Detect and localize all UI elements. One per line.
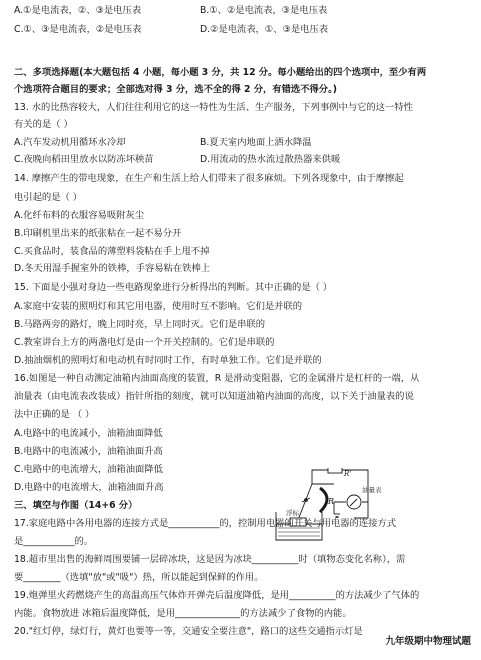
q14-option-d: D.冬天用湿手握室外的铁棒，手容易粘在铁棒上 xyxy=(14,263,211,274)
q16-option-c: C.电路中的电流增大，油箱油面降低 xyxy=(14,464,163,475)
q15-option-d: D.抽油烟机的照明灯和电动机有时同时工作，有时单独工作。它们是并联的 xyxy=(14,355,322,366)
figure-label-float: 浮标 xyxy=(286,509,299,517)
q16-stem-line2: 油量表（由电流表改装成）指针所指的刻度，就可以知道油箱内油面的高度，以下关于油量表的说 xyxy=(14,391,414,402)
q17-line2: 是___________的。 xyxy=(14,536,94,547)
q16-option-b: B.电路中的电流减小，油箱油面升高 xyxy=(14,446,163,457)
q13-stem-line1: 13. 水的比热容较大，人们往往利用它的这一特性为生活、生产服务，下列事例中与它的这一特性 xyxy=(14,102,413,113)
q15-stem: 15. 下面是小强对身边一些电路现象进行分析得出的判断。其中正确的是（ ） xyxy=(14,282,333,293)
section3-title: 三、填空与作图（14+6 分） xyxy=(14,500,138,511)
q13-option-b: B.夏天室内地面上洒水降温 xyxy=(200,137,312,148)
prev-option-c: C.①、③是电流表，②是电压表 xyxy=(14,24,142,35)
q14-stem-line1: 14. 摩擦产生的带电现象，在生产和生活上给人们带来了很多麻烦。下列各现象中，由于摩擦起 xyxy=(14,173,404,184)
section2-title-line2: 个选项符合题目的要求；全部选对得 3 分，选不全的得 2 分，有错选不得分。) xyxy=(14,84,337,95)
q18-line2: 要________（选填"放"或"吸"）热，所以能起到保鲜的作用。 xyxy=(14,572,264,583)
page-footer: 九年级期中物理试题 xyxy=(385,636,471,647)
q13-option-d: D.用流动的热水流过散热器来供暖 xyxy=(200,154,341,165)
q16-option-a: A.电路中的电流减小，油箱油面降低 xyxy=(14,428,163,439)
q15-option-b: B.马路两旁的路灯，晚上同时亮，早上同时灭。它们是串联的 xyxy=(14,319,266,330)
q13-stem-line2: 有关的是（ ） xyxy=(14,119,73,130)
prev-option-b: B.①、②是电流表，③是电压表 xyxy=(200,5,328,16)
q14-option-a: A.化纤布料的衣服容易吸附灰尘 xyxy=(14,210,145,221)
q16-stem-line1: 16.如图是一种自动测定油箱内油面高度的装置，R 是滑动变阻器，它的金属滑片是杠杆的一端，从 xyxy=(14,373,420,384)
q14-stem-line2: 电引起的是（ ） xyxy=(14,192,83,203)
q18-line1: 18.超市里出售的海鲜周围要铺一层碎冰块，这是因为冰块__________时（填物态变化名称），需 xyxy=(14,554,406,565)
q19-line2: 内能。食物放进 冰箱后温度降低，是用______________的方法减少了食物的内能。 xyxy=(14,608,352,619)
q14-option-b: B.印刷机里出来的纸张粘在一起不易分开 xyxy=(14,228,182,239)
q16-option-d: D.电路中的电流增大，油箱油面升高 xyxy=(14,482,164,493)
q14-option-c: C.买食品时，装食品的薄塑料袋粘在手上甩不掉 xyxy=(14,246,210,257)
section2-title-line1: 二、多项选择题(本大题包括 4 小题，每小题 3 分，共 12 分。每小题给出的四个选项中，至少有两 xyxy=(14,67,427,78)
q15-option-c: C.教室讲台上方的两盏电灯是由一个开关控制的。它们是串联的 xyxy=(14,337,275,348)
figure-label-r-prime: R' xyxy=(344,470,352,478)
oil-gauge-circuit-diagram xyxy=(272,468,392,544)
q17-line1: 17.家庭电路中各用电器的连接方式是___________的，控制用电器的开关与用电器的连接方式 xyxy=(14,518,397,529)
q20-line1: 20."红灯停，绿灯行，黄灯也要等一等，交通安全要注意"，路口的这些交通指示灯是 xyxy=(14,626,363,637)
figure-label-oil-meter: 油量表 xyxy=(362,486,382,494)
q15-option-a: A.家庭中安装的照明灯和其它用电器，使用时互不影响。它们是并联的 xyxy=(14,301,303,312)
prev-option-a: A.①是电流表，②、③是电压表 xyxy=(14,5,142,16)
q19-line1: 19.炮弹里火药燃烧产生的高温高压气体炸开弹壳后温度降低，是用__________的方法减少了气体的 xyxy=(14,590,420,601)
q13-option-c: C.夜晚向稻田里放水以防冻坏秧苗 xyxy=(14,154,154,165)
figure-label-r: R xyxy=(328,497,335,506)
prev-option-d: D.②是电流表，①、③是电压表 xyxy=(200,24,329,35)
q16-stem-line3: 法中正确的是 （ ） xyxy=(14,409,95,420)
q13-option-a: A.汽车发动机用循环水冷却 xyxy=(14,137,126,148)
